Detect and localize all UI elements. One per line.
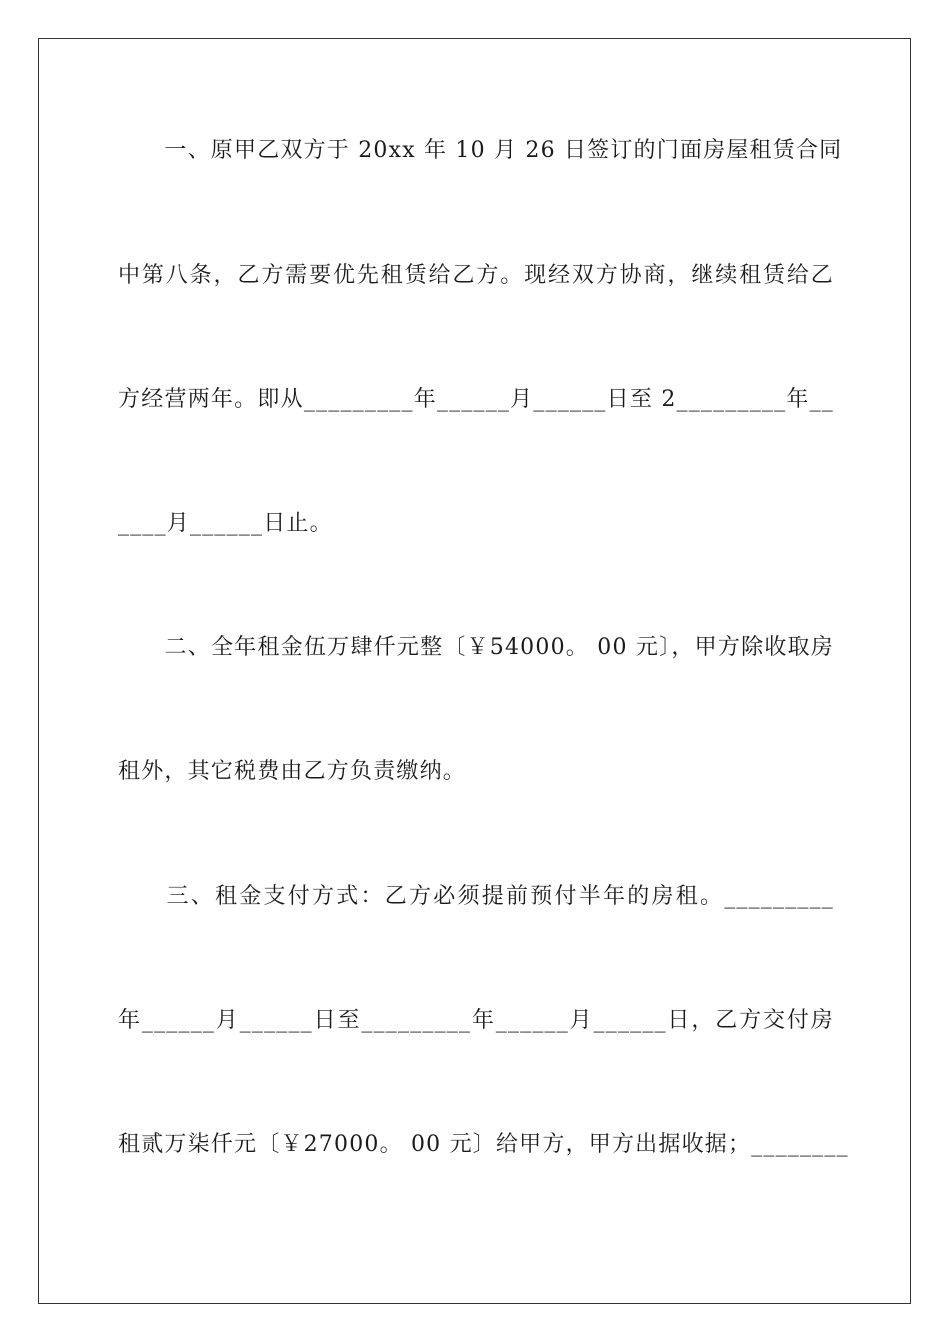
paragraph-3-line-3: 租贰万柒仟元〔￥27000。 00 元〕给甲方，甲方出据收据；________ [118, 1132, 849, 1157]
paragraph-1-line-3: 方经营两年。即从_________年______月______日至 2_________年__ [118, 387, 834, 412]
paragraph-1-line-4: ____月______日止。 [118, 511, 333, 536]
paragraph-2-line-1: 二、全年租金伍万肆仟元整〔￥54000。 00 元〕，甲方除收取房 [118, 635, 834, 660]
paragraph-3-line-2: 年______月______日至_________年______月______日，乙方交付房 [118, 1008, 834, 1033]
paragraph-1-line-1: 一、原甲乙双方于 20xx 年 10 月 26 日签订的门面房屋租赁合同 [118, 138, 843, 163]
page-border [38, 38, 911, 1304]
paragraph-3-line-1: 三、租金支付方式：乙方必须提前预付半年的房租。_________ [118, 884, 834, 909]
paragraph-2-line-2: 租外，其它税费由乙方负责缴纳。 [118, 759, 467, 784]
paragraph-1-line-2: 中第八条，乙方需要优先租赁给乙方。现经双方协商，继续租赁给乙 [118, 263, 834, 288]
